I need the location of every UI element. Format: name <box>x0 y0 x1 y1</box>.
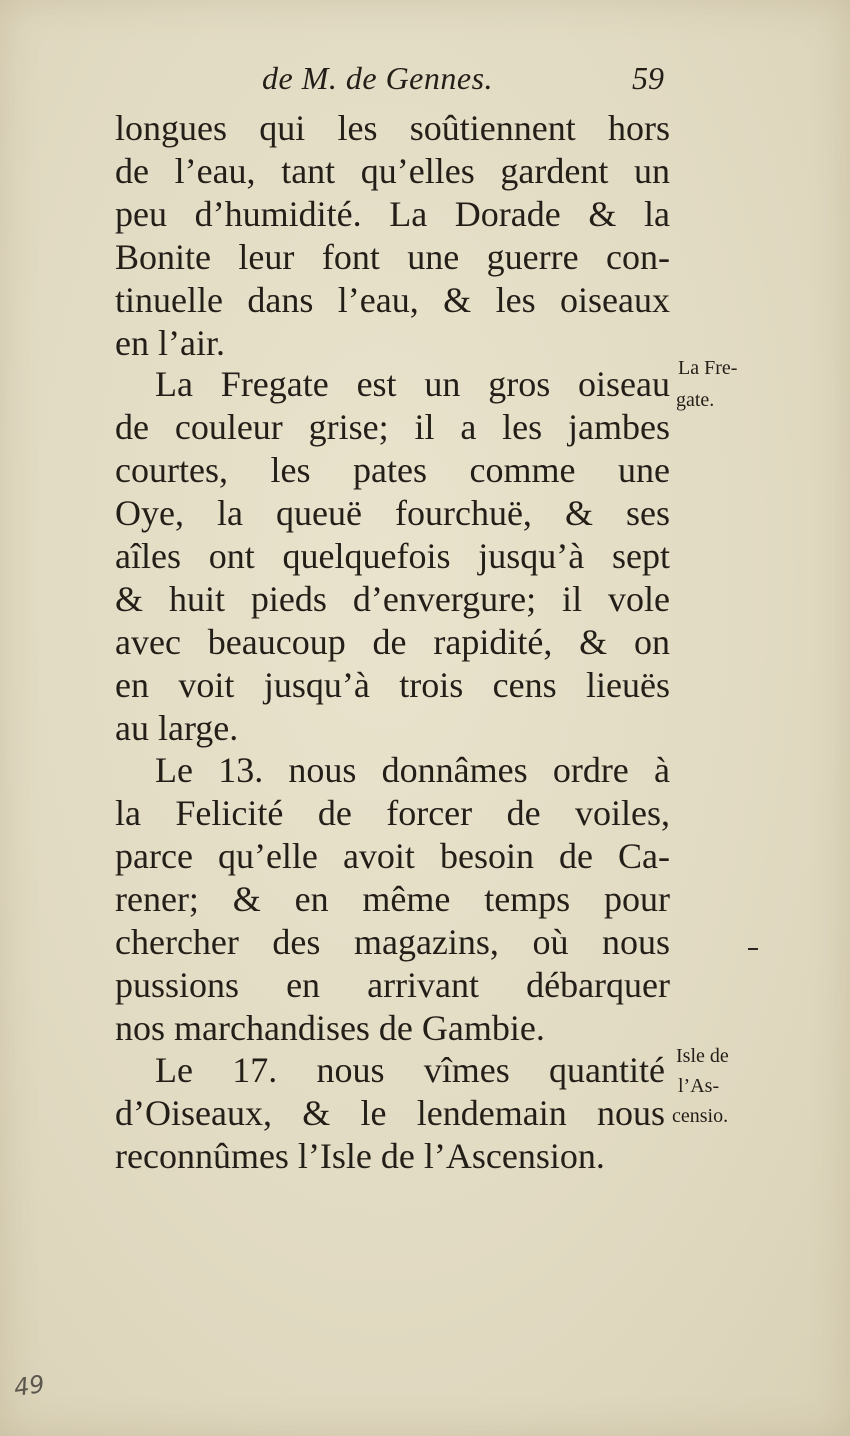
text-line: la Felicité de forcer de voiles, <box>115 793 670 833</box>
text-line: en l’air. <box>115 323 225 363</box>
paragraph-first-line: Le 13. nous donnâmes ordre à <box>155 750 670 790</box>
paragraph-first-line: Le 17. nous vîmes quantité <box>155 1050 665 1090</box>
running-title: de M. de Gennes. <box>262 60 494 96</box>
margin-note-isle-line1: Isle de <box>676 1045 729 1067</box>
text-line: d’Oiseaux, & le lendemain nous <box>115 1093 665 1133</box>
margin-note-isle-line3: censio. <box>672 1105 729 1127</box>
text-line: longues qui les soûtiennent hors <box>115 108 670 148</box>
paragraph-first-line: La Fregate est un gros oiseau <box>155 364 670 404</box>
text-line: tinuelle dans l’eau, & les oiseaux <box>115 280 670 320</box>
text-line: Bonite leur font une guerre con- <box>115 237 670 277</box>
margin-note-fregate-line1: La Fre- <box>678 357 738 379</box>
page-number: 59 <box>632 60 664 96</box>
text-line: nos marchandises de Gambie. <box>115 1008 545 1048</box>
text-line: & huit pieds d’envergure; il vole <box>115 579 670 619</box>
text-line: avec beaucoup de rapidité, & on <box>115 622 670 662</box>
text-line: au large. <box>115 708 239 748</box>
text-line: peu d’humidité. La Dorade & la <box>115 194 670 234</box>
text-line: Oye, la queuë fourchuë, & ses <box>115 493 670 533</box>
text-line: parce qu’elle avoit besoin de Ca- <box>115 836 670 876</box>
text-line: reconnûmes l’Isle de l’Ascension. <box>115 1136 605 1176</box>
margin-note-isle-line2: l’As- <box>678 1075 720 1097</box>
text-line: pussions en arrivant débarquer <box>115 965 670 1005</box>
text-line: de couleur grise; il a les jambes <box>115 407 670 447</box>
text-line: chercher des magazins, où nous <box>115 922 670 962</box>
pencil-annotation: 49 <box>12 1370 47 1402</box>
text-line: courtes, les pates comme une <box>115 450 670 490</box>
ink-speck <box>748 948 758 950</box>
text-line: rener; & en même temps pour <box>115 879 670 919</box>
text-line: aîles ont quelquefois jusqu’à sept <box>115 536 670 576</box>
margin-note-fregate-line2: gate. <box>676 389 715 411</box>
text-line: en voit jusqu’à trois cens lieuës <box>115 665 670 705</box>
text-line: de l’eau, tant qu’elles gardent un <box>115 151 670 191</box>
